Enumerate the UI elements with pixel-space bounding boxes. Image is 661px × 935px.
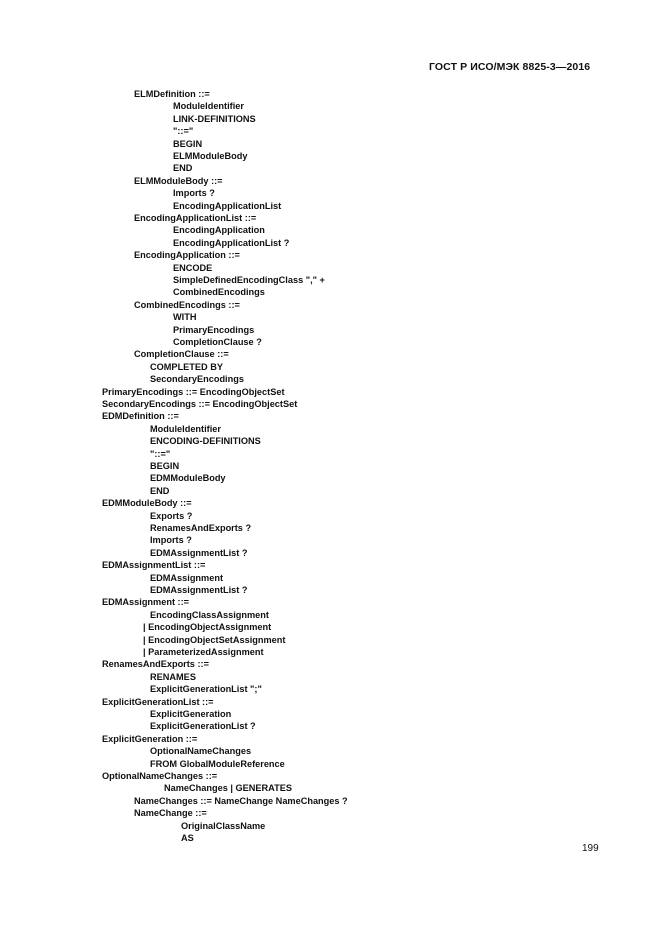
code-line: COMPLETED BY — [150, 361, 223, 372]
code-line: EncodingApplicationList — [173, 200, 282, 211]
code-line: BEGIN — [150, 461, 180, 471]
code-line: Imports ? — [150, 535, 192, 546]
code-line: CombinedEncodings — [173, 287, 265, 298]
code-line: SimpleDefinedEncodingClass "," + — [173, 275, 325, 285]
code-line: AS — [181, 833, 194, 843]
code-line: Exports ? — [150, 510, 193, 521]
code-line: OptionalNameChanges ::= — [102, 771, 218, 781]
code-line: EncodingApplication ::= — [134, 250, 240, 261]
code-line: EncodingClassAssignment — [150, 609, 269, 620]
code-line: ELMModuleBody — [173, 151, 248, 161]
code-line: ExplicitGenerationList ::= — [102, 696, 214, 707]
code-line: RenamesAndExports ? — [150, 523, 252, 533]
code-line: NameChange ::= — [134, 808, 207, 819]
code-line: ExplicitGenerationList ";" — [150, 684, 262, 695]
code-line: | EncodingObjectSetAssignment — [143, 634, 286, 645]
code-line: CompletionClause ::= — [134, 349, 229, 360]
code-line: ENCODE — [173, 262, 213, 273]
code-line: | EncodingObjectAssignment — [143, 622, 272, 633]
code-line: END — [150, 485, 170, 496]
code-line: "::=" — [150, 448, 171, 459]
code-line: ExplicitGeneration — [150, 709, 232, 719]
code-line: RenamesAndExports ::= — [102, 659, 209, 670]
code-line: SecondaryEncodings ::= EncodingObjectSet — [102, 399, 298, 409]
code-line: END — [173, 163, 193, 174]
code-line: ENCODING-DEFINITIONS — [150, 436, 261, 447]
code-line: RENAMES — [150, 671, 196, 682]
code-line: SecondaryEncodings — [150, 374, 244, 385]
code-line: PrimaryEncodings ::= EncodingObjectSet — [102, 386, 285, 397]
code-line: ExplicitGenerationList ? — [150, 721, 256, 732]
code-line: EDMModuleBody — [150, 473, 226, 484]
code-line: Imports ? — [173, 188, 215, 199]
code-line: ELMDefinition ::= — [134, 89, 210, 99]
code-line: PrimaryEncodings — [173, 324, 255, 335]
code-line: WITH — [173, 312, 197, 323]
page-header: ГОСТ Р ИСО/МЭК 8825-3—2016 — [429, 61, 591, 73]
code-line: OptionalNameChanges — [150, 746, 252, 757]
code-line: EDMAssignmentList ? — [150, 547, 248, 558]
code-line: NameChanges | GENERATES — [164, 783, 292, 794]
code-line: ModuleIdentifier — [173, 101, 244, 112]
code-line: EDMAssignmentList ? — [150, 585, 248, 595]
code-line: ELMModuleBody ::= — [134, 175, 223, 186]
code-line: EDMModuleBody ::= — [102, 498, 192, 509]
code-line: EDMAssignment — [150, 572, 223, 583]
code-line: EDMAssignmentList ::= — [102, 560, 206, 571]
code-line: CompletionClause ? — [173, 337, 262, 347]
code-line: "::=" — [173, 126, 194, 137]
code-line: EncodingApplicationList ? — [173, 237, 290, 248]
code-line: ExplicitGeneration ::= — [102, 733, 198, 744]
code-line: EncodingApplicationList ::= — [134, 213, 257, 223]
code-line: FROM GlobalModuleReference — [150, 758, 285, 769]
code-line: EncodingApplication — [173, 225, 265, 236]
code-line: CombinedEncodings ::= — [134, 299, 240, 310]
code-line: NameChanges ::= NameChange NameChanges ? — [134, 795, 348, 806]
code-line: LINK-DEFINITIONS — [173, 113, 256, 124]
code-line: EDMDefinition ::= — [102, 411, 179, 422]
code-line: EDMAssignment ::= — [102, 597, 190, 608]
code-line: | ParameterizedAssignment — [143, 647, 264, 657]
code-line: OriginalClassName — [181, 820, 266, 831]
code-line: BEGIN — [173, 138, 203, 149]
code-line: ModuleIdentifier — [150, 423, 221, 434]
page-number: 199 — [582, 843, 599, 854]
